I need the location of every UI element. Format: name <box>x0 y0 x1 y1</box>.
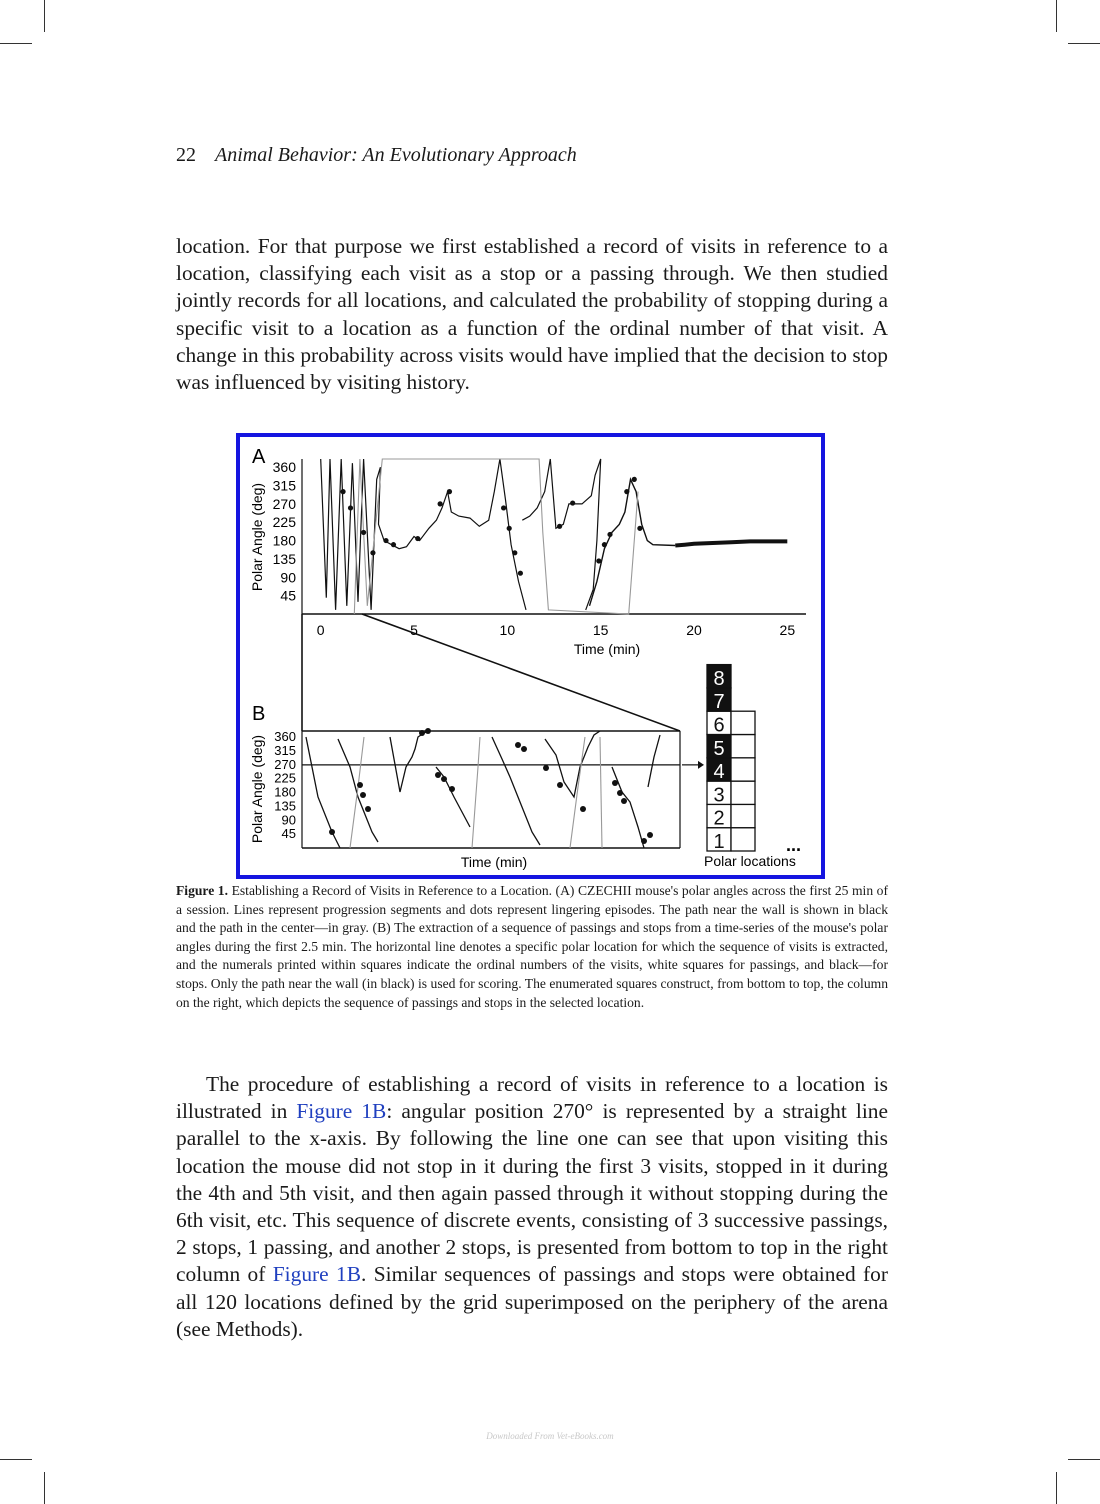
trajectory-path <box>612 767 644 848</box>
lingering-dot <box>515 742 521 748</box>
empty-square <box>731 781 755 804</box>
lingering-dot <box>438 501 443 506</box>
lingering-dot <box>391 542 396 547</box>
figure-1[interactable] <box>236 433 825 879</box>
lingering-dot <box>357 782 363 788</box>
lingering-dot <box>580 806 586 812</box>
y-tick-label: 225 <box>272 514 296 531</box>
lingering-dot <box>607 532 612 537</box>
y-tick-label: 135 <box>272 550 296 567</box>
lingering-dot <box>632 477 637 482</box>
trajectory-path <box>390 731 428 792</box>
figure-1b-link[interactable]: Figure 1B <box>272 1262 361 1287</box>
y-tick-label: 270 <box>272 495 296 512</box>
x-tick-label: 0 <box>316 622 325 638</box>
crop-mark <box>44 0 45 32</box>
figure-1b-link[interactable]: Figure 1B <box>296 1099 387 1124</box>
lingering-dot <box>348 505 353 510</box>
figure-graphic <box>240 437 821 875</box>
trajectory-path <box>590 479 676 605</box>
x-tick-label: 10 <box>499 622 516 638</box>
x-axis-title: Time (min) <box>573 641 641 657</box>
lingering-dot <box>512 550 517 555</box>
lingering-dot <box>501 505 506 510</box>
x-tick-label: 25 <box>779 622 796 638</box>
body-paragraph: location. For that purpose we first established a record of visits in reference to a location, classifying each visit as a stop or a passing through. We then studied jointly records for all locations, and calculated the probability of stopping during a specific visit to a location as a function of the ordinal number of that visit. A change in this probability across visits would have implied that the decision to stop was influenced by visiting history. <box>176 234 888 395</box>
lingering-dot <box>360 792 366 798</box>
x-tick-label: 5 <box>410 622 418 638</box>
lingering-dot <box>415 536 420 541</box>
trajectory-path <box>545 731 600 797</box>
series-line <box>675 541 787 545</box>
lingering-dot <box>557 524 562 529</box>
center-path <box>570 737 585 848</box>
lingering-dot <box>612 780 618 786</box>
lingering-dot <box>647 832 653 838</box>
visit-sequence-column <box>707 665 755 853</box>
empty-square <box>731 735 755 758</box>
caption-text: Establishing a Record of Visits in Reference to a Location. (A) CZECHII mouse's polar angles across the first 25 min of a session. Lines represent progression segments and dots represent lingering episodes. The path near the wall is shown in black and the path in the center—in gray. (B) The extraction of a sequence of passings and stops from a time-series of the mouse's polar angles during the first 2.5 min. The horizontal line denotes a specific polar location for which the sequence of visits is extracted, and the numerals printed within squares indicate the ordinal numbers of the visits, white squares for passings, and black—for stops. Only the path near the wall (in black) is used for scoring. The enumerated squares construct, from bottom to top, the column on the right, which depicts the sequence of passings and stops in the selected location. <box>176 883 888 1010</box>
empty-square <box>731 711 755 734</box>
y-tick-label: 315 <box>272 477 296 494</box>
visit-number: 2 <box>713 807 725 830</box>
trajectory-path <box>321 459 526 610</box>
lingering-dot <box>507 526 512 531</box>
para-text: . Similar sequences of passings and stops were obtained for all 120 locations defined by the grid superimposed on the periphery of the arena (see Methods). <box>176 1262 888 1341</box>
y-tick-label: 270 <box>274 756 296 772</box>
empty-square <box>731 758 755 781</box>
visit-number: 1 <box>713 831 725 853</box>
y-tick-label: 90 <box>281 812 296 828</box>
lingering-dot <box>383 538 388 543</box>
lingering-dot <box>518 571 523 576</box>
arrow-head <box>698 761 704 769</box>
y-tick-label: 315 <box>274 743 296 759</box>
y-axis-title: Polar Angle (deg) <box>249 482 265 592</box>
lingering-dot <box>365 806 371 812</box>
lingering-dot <box>637 526 642 531</box>
lingering-dot <box>361 530 366 535</box>
lingering-dot <box>621 798 627 804</box>
lingering-dot <box>435 772 441 778</box>
lingering-dot <box>521 746 527 752</box>
book-title: Animal Behavior: An Evolutionary Approach <box>215 144 577 166</box>
y-tick-label: 360 <box>272 459 296 476</box>
visit-number: 3 <box>713 784 725 807</box>
body-paragraph <box>176 1071 888 1343</box>
crop-mark <box>0 1459 32 1460</box>
lingering-dot <box>447 489 452 494</box>
caption-label: Figure 1. <box>176 883 229 898</box>
lingering-dot <box>441 776 447 782</box>
panel-b-label: B <box>252 703 266 725</box>
y-tick-label: 180 <box>274 784 296 800</box>
page-number: 22 <box>176 144 196 166</box>
y-tick-label: 225 <box>274 770 296 786</box>
lingering-dot <box>596 558 601 563</box>
y-axis-title: Polar Angle (deg) <box>249 734 265 844</box>
visit-number: 6 <box>713 714 725 737</box>
lingering-dot <box>617 790 623 796</box>
crop-mark <box>1068 43 1100 44</box>
lingering-dot <box>419 730 425 736</box>
ellipsis: ... <box>786 835 802 855</box>
y-tick-label: 360 <box>274 729 296 745</box>
para-text: : angular position 270° is represented by a straight line parallel to the x-axis. By following the line one can see that upon visiting this location the mouse did not stop in it during the first 3 visits, stopped in it during the 4th and 5th visit, and then again passed through it without stopping during the 6th visit, etc. This sequence of discrete events, consisting of 3 successive passings, 2 stops, 1 passing, and another 2 stops, is presented from bottom to top in the right column of <box>176 1099 888 1287</box>
lingering-dot <box>602 542 607 547</box>
empty-square <box>731 804 755 827</box>
center-path <box>600 737 602 848</box>
para-text: The procedure of establishing a record of visits in reference to a location is illustrated in <box>176 1072 888 1124</box>
trajectory-path <box>648 735 660 787</box>
lingering-dot <box>340 489 345 494</box>
visit-number: 8 <box>713 667 725 690</box>
y-tick-label: 45 <box>281 826 296 842</box>
watermark: Downloaded From Vet-eBooks.com <box>486 1431 614 1441</box>
y-tick-label: 45 <box>280 587 296 604</box>
lingering-dot <box>449 786 455 792</box>
lingering-dot <box>557 782 563 788</box>
lingering-dot <box>543 765 549 771</box>
x-tick-label: 20 <box>686 622 702 638</box>
empty-square <box>731 828 755 851</box>
x-axis-title: Time (min) <box>460 854 528 870</box>
lingering-dot <box>370 550 375 555</box>
crop-mark <box>0 43 32 44</box>
panel-b-plot <box>249 728 704 870</box>
running-head <box>176 144 577 167</box>
crop-mark <box>1056 0 1057 32</box>
trajectory-path <box>522 459 600 610</box>
lingering-dot <box>624 489 629 494</box>
crop-mark <box>1056 1472 1057 1504</box>
trajectory-path <box>492 737 540 845</box>
figure-caption <box>176 882 888 1012</box>
visit-number: 7 <box>713 691 725 714</box>
lingering-dot <box>570 500 575 505</box>
y-tick-label: 90 <box>280 569 296 586</box>
crop-mark <box>1068 1459 1100 1460</box>
panel-a-plot <box>249 459 806 657</box>
polar-locations-label: Polar locations <box>704 853 796 869</box>
crop-mark <box>44 1472 45 1504</box>
visit-number: 4 <box>713 761 725 784</box>
lingering-dot <box>425 728 431 734</box>
lingering-dot <box>329 829 335 835</box>
trajectory-path <box>436 767 470 827</box>
x-tick-label: 15 <box>592 622 609 638</box>
center-path <box>472 737 480 848</box>
visit-number: 5 <box>713 737 725 760</box>
panel-a-label: A <box>252 446 266 468</box>
y-tick-label: 135 <box>274 798 296 814</box>
y-tick-label: 180 <box>272 532 296 549</box>
lingering-dot <box>641 838 647 844</box>
